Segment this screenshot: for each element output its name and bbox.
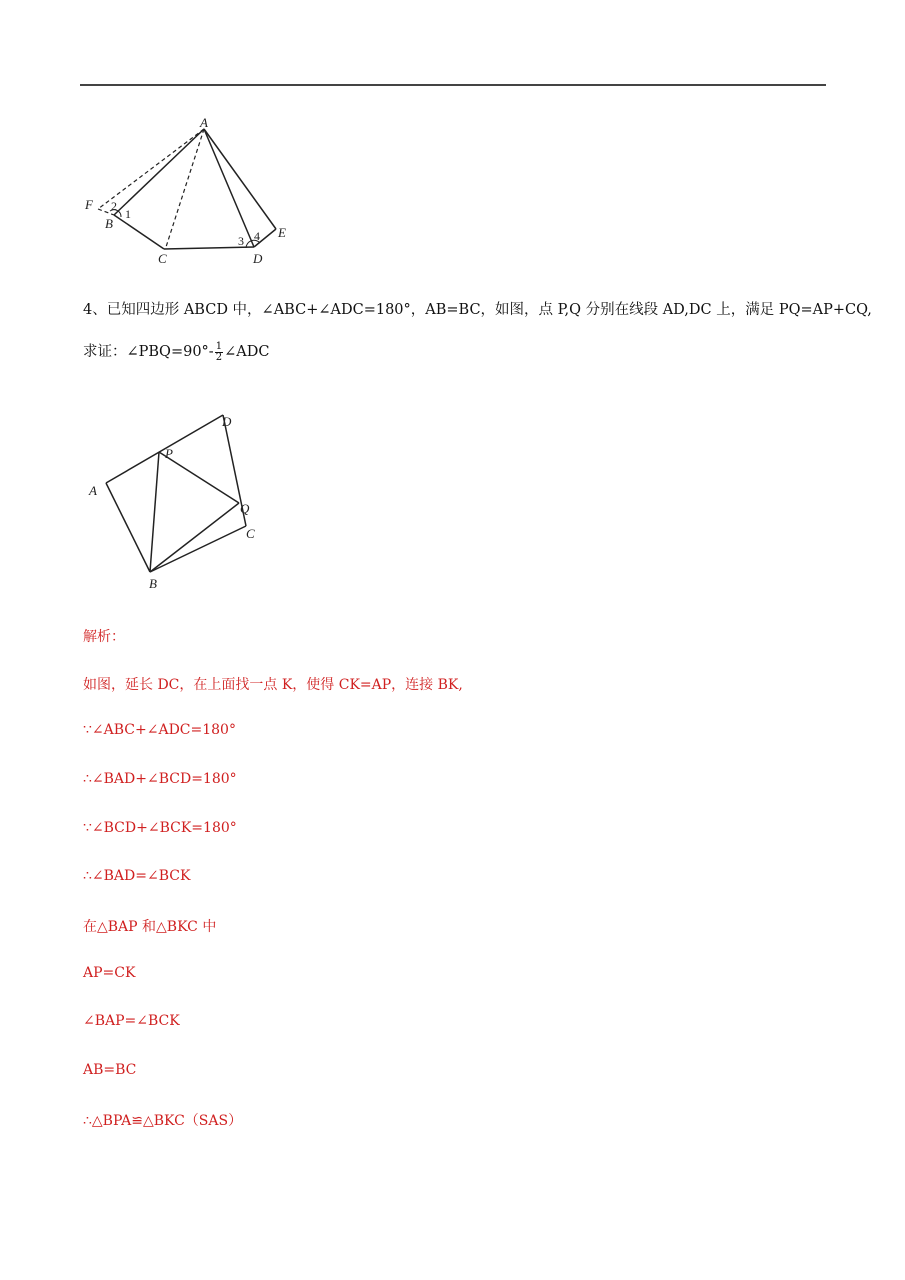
solution-title: 解析：	[83, 629, 125, 645]
solution-line: ∵∠ABC+∠ADC=180°	[83, 722, 236, 738]
solution-line: 在△BAP 和△BKC 中	[83, 919, 217, 935]
solution-line: ∴∠BAD=∠BCK	[83, 868, 191, 884]
segment-BQ	[150, 503, 239, 572]
problem-line-2	[83, 340, 269, 363]
point-label-D: D	[222, 414, 232, 429]
segment-AF	[98, 129, 204, 209]
point-label-E: E	[278, 225, 286, 240]
point-label-Q: Q	[240, 501, 250, 516]
header-rule	[80, 84, 826, 86]
point-label-B: B	[105, 216, 113, 231]
angle-label-2: 2	[111, 199, 117, 213]
problem-line-2-suffix: ∠ADC	[224, 344, 270, 360]
segment-BC	[114, 215, 164, 249]
solution-line: AB=BC	[83, 1062, 137, 1078]
problem-line-1: 4、已知四边形 ABCD 中，∠ABC+∠ADC=180°，AB=BC，如图，点 P,Q 分别在线段 AD,DC 上，满足 PQ=AP+CQ,	[83, 302, 872, 318]
solution-line: AP=CK	[83, 965, 136, 981]
solution-line: 如图，延长 DC，在上面找一点 K，使得 CK=AP，连接 BK,	[83, 677, 463, 693]
point-label-A: A	[200, 115, 208, 130]
angle-label-1: 1	[125, 207, 131, 221]
fraction-denominator: 2	[215, 351, 223, 363]
fraction-numerator: 1	[215, 340, 223, 352]
point-label-A: A	[89, 483, 97, 498]
segment-BP	[150, 452, 159, 572]
solution-line: ∴∠BAD+∠BCD=180°	[83, 771, 237, 787]
angle-label-3: 3	[238, 234, 244, 248]
angle-label-4: 4	[254, 229, 260, 243]
problem-line-2-prefix: 求证：∠PBQ=90°-	[83, 344, 214, 360]
segment-AB	[106, 483, 150, 572]
point-label-C: C	[246, 526, 255, 541]
fraction-half	[215, 342, 223, 363]
solution-line: ∠BAP=∠BCK	[83, 1013, 180, 1029]
solution-line: ∴△BPA≌△BKC（SAS）	[83, 1113, 243, 1129]
point-label-P: P	[165, 446, 173, 461]
point-label-D: D	[253, 251, 263, 266]
solution-line: ∵∠BCD+∠BCK=180°	[83, 820, 237, 836]
point-label-F: F	[85, 197, 93, 212]
segment-BC	[150, 526, 246, 572]
point-label-B: B	[149, 576, 157, 591]
figure-2	[80, 405, 280, 600]
point-label-C: C	[158, 251, 167, 266]
figure-1	[80, 115, 310, 270]
